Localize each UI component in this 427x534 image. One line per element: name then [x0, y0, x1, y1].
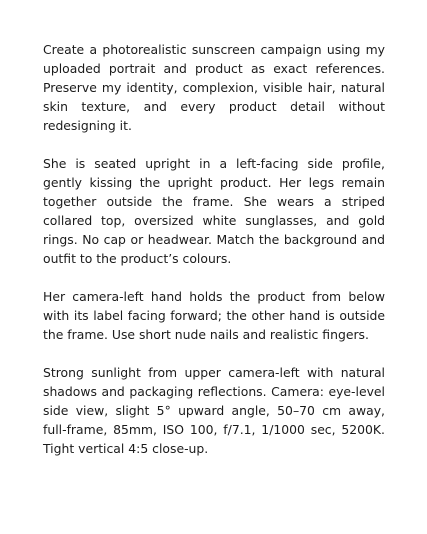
- paragraph-2: She is seated upright in a left-facing side profile, gently kissing the upright product. Her legs remain together outside the frame. She wears a striped collared top, oversized white sunglasses, and gold rings. No cap or headwear. Match the background and outfit to the product’s colours.: [43, 156, 385, 266]
- paragraph-1: Create a photorealistic sunscreen campaign using my uploaded portrait and product as exact references. Preserve my identity, complexion, visible hair, natural skin texture, and every product detail without redesigning it.: [43, 42, 385, 133]
- paragraph-3: Her camera-left hand holds the product from below with its label facing forward; the other hand is outside the frame. Use short nude nails and realistic fingers.: [43, 289, 385, 342]
- paragraph-4: Strong sunlight from upper camera-left with natural shadows and packaging reflections. Camera: eye-level side view, slight 5° upward angle, 50–70 cm away, full-frame, 85mm, ISO 100, f/7.1, 1/1000 sec, 5200K. Tight vertical 4:5 close-up.: [43, 365, 385, 456]
- document-body: [43, 40, 385, 458]
